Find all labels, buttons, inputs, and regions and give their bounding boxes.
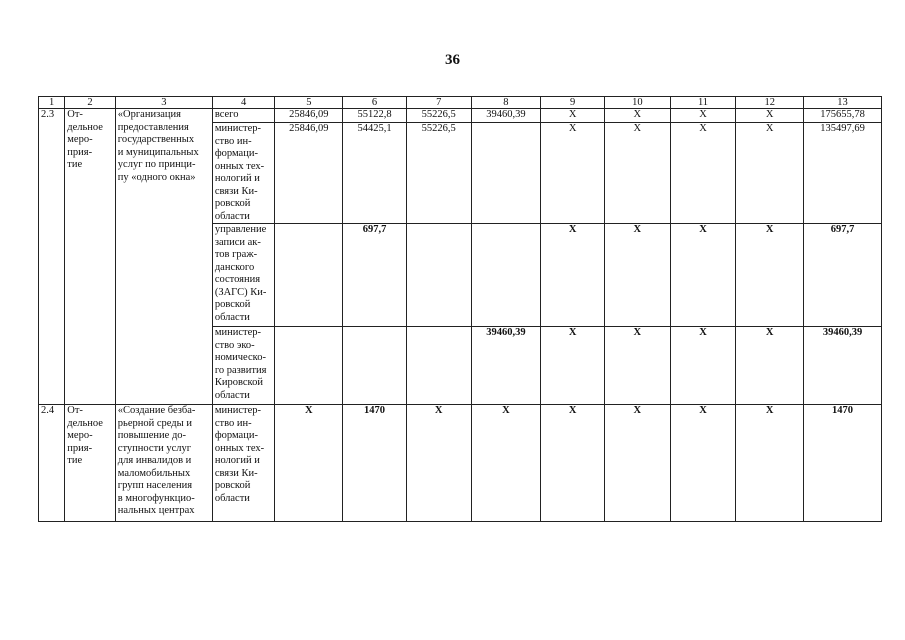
value-cell: Х [736,224,804,327]
item-number: 2.4 [39,405,65,522]
value-cell: Х [541,405,605,522]
header-cell: 9 [541,97,605,109]
executor-cell: министер- ство ин- формаци- онных тех- нологий и связи Ки- ровской области [212,405,275,522]
item-name: «Создание безба- рьерной среды и повышение до- ступности услуг для инвалидов и маломобильных групп населения в многофункцио- нальных центрах [115,405,212,522]
value-cell: Х [736,123,804,224]
value-cell: Х [541,224,605,327]
header-cell: 8 [471,97,541,109]
value-cell [471,123,541,224]
value-cell: 175655,78 [804,109,882,123]
header-cell: 5 [275,97,343,109]
item-kind: От- дельное меро- прия- тие [65,109,116,405]
header-cell: 2 [65,97,116,109]
value-cell: Х [541,123,605,224]
header-cell: 4 [212,97,275,109]
value-cell: Х [541,109,605,123]
value-cell: Х [604,405,670,522]
value-cell: 55122,8 [343,109,407,123]
value-cell [275,327,343,405]
value-cell: Х [604,109,670,123]
page-number: 36 [445,52,460,68]
value-cell: 135497,69 [804,123,882,224]
value-cell: 39460,39 [471,109,541,123]
value-cell: Х [541,327,605,405]
value-cell: 55226,5 [406,109,471,123]
value-cell: Х [275,405,343,522]
value-cell: Х [736,405,804,522]
value-cell: Х [406,405,471,522]
value-cell: 697,7 [343,224,407,327]
item-number: 2.3 [39,109,65,405]
value-cell: Х [736,327,804,405]
value-cell: 54425,1 [343,123,407,224]
header-cell: 10 [604,97,670,109]
table-row [39,405,882,522]
executor-cell: управление записи ак- тов граж- данского состояния (ЗАГС) Ки- ровской области [212,224,275,327]
value-cell: 25846,09 [275,123,343,224]
value-cell [343,327,407,405]
executor-cell: министер- ство эко- номическо- го развития Кировской области [212,327,275,405]
value-cell: Х [670,224,736,327]
header-cell: 1 [39,97,65,109]
value-cell: Х [736,109,804,123]
value-cell: Х [670,109,736,123]
executor-cell: министер- ство ин- формаци- онных тех- нологий и связи Ки- ровской области [212,123,275,224]
header-cell: 7 [406,97,471,109]
value-cell: Х [471,405,541,522]
value-cell: 25846,09 [275,109,343,123]
value-cell [275,224,343,327]
table-row [39,109,882,123]
executor-cell: всего [212,109,275,123]
value-cell: 55226,5 [406,123,471,224]
value-cell: 1470 [804,405,882,522]
value-cell: 39460,39 [471,327,541,405]
value-cell: Х [670,327,736,405]
value-cell: Х [670,123,736,224]
value-cell [471,224,541,327]
value-cell: 1470 [343,405,407,522]
value-cell: Х [604,224,670,327]
table-header-row [39,97,882,109]
header-cell: 3 [115,97,212,109]
value-cell: 697,7 [804,224,882,327]
value-cell [406,224,471,327]
value-cell: Х [604,123,670,224]
value-cell: Х [604,327,670,405]
value-cell [406,327,471,405]
header-cell: 11 [670,97,736,109]
header-cell: 13 [804,97,882,109]
item-kind: От- дельное меро- прия- тие [65,405,116,522]
header-cell: 12 [736,97,804,109]
item-name: «Организация предоставления государственных и муниципальных услуг по принци- пу «одного окна» [115,109,212,405]
value-cell: Х [670,405,736,522]
budget-table [38,96,882,522]
value-cell: 39460,39 [804,327,882,405]
header-cell: 6 [343,97,407,109]
